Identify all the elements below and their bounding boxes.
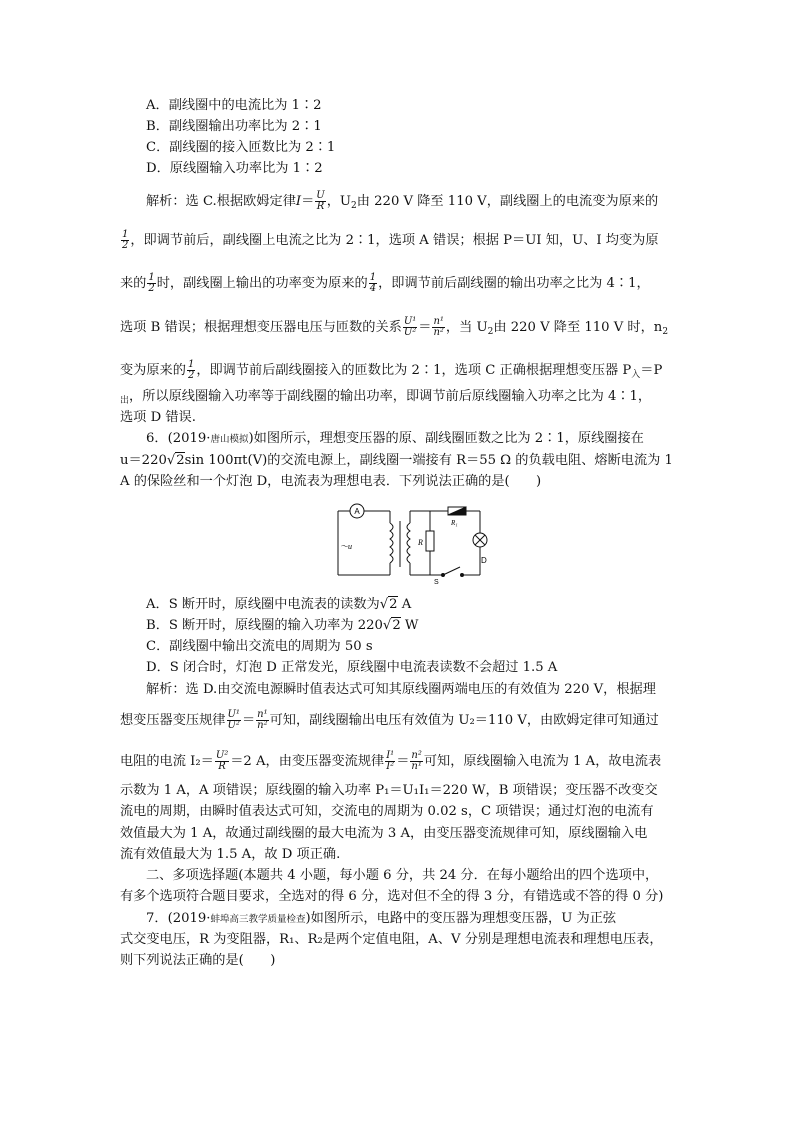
fraction-u-over-r: $\frac{U}{R}$: [316, 190, 325, 212]
q5-explanation-line-3: 来的 $\frac{1}{2}$ 时，副线圈上输出的功率变为原来的 $\frac{1}{4}$ ，即调节前后副线圈的输出功率之比为 4∶1，: [120, 272, 650, 294]
fraction-u-over-r: $\frac{\text{U²}}{R}$: [215, 750, 229, 772]
q6-option-d: D．S 闭合时，灯泡 D 正常发光，原线圈中电流表读数不会超过 1.5 A: [146, 660, 558, 675]
fraction-current-ratio: $\frac{\text{I¹}}{\text{I²}}$: [386, 750, 395, 772]
q5-explanation-line-4: 选项 B 错误；根据理想变压器电压与匝数的关系 $\frac{\text{U¹}}{\text{U²}}$ ＝ $\frac{\text{n¹}}{\text{n²}}$ ，当 $U_2$由 220 V 降至 110 V 时，$n_2$: [120, 316, 669, 338]
primary-coil-icon: [390, 523, 393, 563]
switch-label: S: [434, 579, 439, 585]
secondary-coil-icon: [407, 523, 410, 563]
q6-stem-line-2: u＝220√2sin 100πt(V)的交流电源上，副线圈一端接有 R＝55 Ω 的负载电阻、熔断电流为 1: [120, 453, 673, 468]
q6-explanation-line-7: 流有效值最大为 1.5 A，故 D 项正确.: [120, 847, 341, 862]
q6-option-b: B．S 断开时，原线圈的输入功率为 220√2 W: [146, 618, 419, 633]
fuse-label: R₁: [451, 519, 458, 527]
q7-stem-line-1: 7．(2019·蚌埠高三教学质量检查)如图所示，电路中的变压器为理想变压器，U 为正弦: [146, 911, 617, 926]
q5-explanation-line-7: 选项 D 错误.: [120, 410, 196, 425]
q6-explanation-line-3: 电阻的电流 I₂＝ $\frac{\text{U²}}{R}$ ＝2 A，由变压器变流规律 $\frac{\text{I¹}}{\text{I²}}$ ＝ $\frac{\text{n²}}{\text{n¹}}$ 可知，原线圈输入电流为 1 A，故电流表: [120, 750, 662, 772]
q5-option-a: A．副线圈中的电流比为 1∶2: [146, 98, 322, 113]
fraction-one-half: $\frac{1}{2}$: [148, 272, 155, 294]
q6-stem-line-1: 6．(2019·唐山模拟)如图所示，理想变压器的原、副线圈匝数之比为 2∶1，原线圈接在: [146, 431, 644, 446]
switch-icon: [443, 567, 460, 575]
q5-explanation-line-1: 解析：选 C.根据欧姆定律I＝ $\frac{U}{R}$ ，$U_2$由 220 V 降至 110 V，副线圈上的电流变为原来的: [146, 190, 659, 212]
transformer-circuit-diagram: [330, 503, 490, 585]
q5-option-d: D．原线圈输入功率比为 1∶2: [146, 161, 323, 176]
q5-explanation-line-6: $_出$，所以原线圈输入功率等于副线圈的输出功率，即调节前后原线圈输入功率之比为 4∶1，: [120, 389, 652, 406]
q7-stem-line-2: 式交变电压，R 为变阻器，R₁、R₂是两个定值电阻，A、V 分别是理想电流表和理想电压表，: [120, 932, 663, 947]
q6-option-c: C．副线圈中输出交流电的周期为 50 s: [146, 639, 373, 654]
fraction-turns-ratio-inverse: $\frac{\text{n²}}{\text{n¹}}$: [411, 750, 422, 772]
q5-explanation-line-5: 变为原来的 $\frac{1}{2}$ ，即调节前后副线圈接入的匝数比为 2∶1，选项 C 正确根据理想变压器 $P_入=P$: [120, 359, 663, 381]
fraction-turns-ratio: $\frac{\text{n¹}}{\text{n²}}$: [257, 709, 268, 731]
q7-stem-line-3: 则下列说法正确的是( ): [120, 953, 276, 968]
fraction-one-half: $\frac{1}{2}$: [187, 359, 195, 381]
fraction-voltage-ratio: $\frac{\text{U¹}}{\text{U²}}$: [403, 316, 417, 338]
q6-explanation-line-1: 解析：选 D.由交流电源瞬时值表达式可知其原线圈两端电压的有效值为 220 V，根据理: [146, 682, 656, 697]
fraction-turns-ratio: $\frac{\text{n¹}}{\text{n²}}$: [433, 316, 444, 338]
q6-option-a: A．S 断开时，原线圈中电流表的读数为√2 A: [146, 597, 412, 612]
resistor-label: R: [418, 538, 423, 547]
resistor-icon: [426, 531, 434, 551]
q6-explanation-line-2: 想变压器变压规律 $\frac{\text{U¹}}{\text{U²}}$ ＝ $\frac{\text{n¹}}{\text{n²}}$ 可知，副线圈输出电压有效值为 U₂＝110 V，由欧姆定律可知通过: [120, 709, 659, 731]
fraction-one-quarter: $\frac{1}{4}$: [369, 272, 377, 294]
fraction-voltage-ratio: $\frac{\text{U¹}}{\text{U²}}$: [227, 709, 240, 731]
q6-explanation-line-4: 示数为 1 A，A 项错误；原线圈的输入功率 P₁＝U₁I₁＝220 W，B 项错误；变压器不改变交: [120, 783, 658, 798]
q5-option-b: B．副线圈输出功率比为 2∶1: [146, 119, 322, 134]
section-2-heading-line-1: 二、多项选择题(本题共 4 小题，每小题 6 分，共 24 分．在每小题给出的四个选项中，: [146, 868, 659, 883]
fraction-one-half: $\frac{1}{2}$: [122, 229, 129, 251]
source-label: ～u: [340, 542, 352, 551]
ammeter-label: A: [354, 507, 360, 516]
section-2-heading-line-2: 有多个选项符合题目要求，全选对的得 6 分，选对但不全的得 3 分，有错选或不答的得 0 分): [120, 889, 664, 904]
q5-option-c: C．副线圈的接入匝数比为 2∶1: [146, 140, 336, 155]
q5-explanation-line-2: $\frac{1}{2}$ ，即调节前后，副线圈上电流之比为 2∶1，选项 A 错误；根据 P＝UI 知，U、I 均变为原: [122, 229, 659, 251]
lamp-label: D: [481, 556, 487, 565]
q6-explanation-line-5: 流电的周期，由瞬时值表达式可知，交流电的周期为 0.02 s，C 项错误；通过灯泡的电流有: [120, 804, 654, 819]
q6-stem-line-3: A 的保险丝和一个灯泡 D，电流表为理想电表．下列说法正确的是( ): [120, 474, 542, 489]
q6-explanation-line-6: 效值最大为 1 A，故通过副线圈的最大电流为 3 A，由变压器变流规律可知，原线圈输入电: [120, 826, 648, 841]
